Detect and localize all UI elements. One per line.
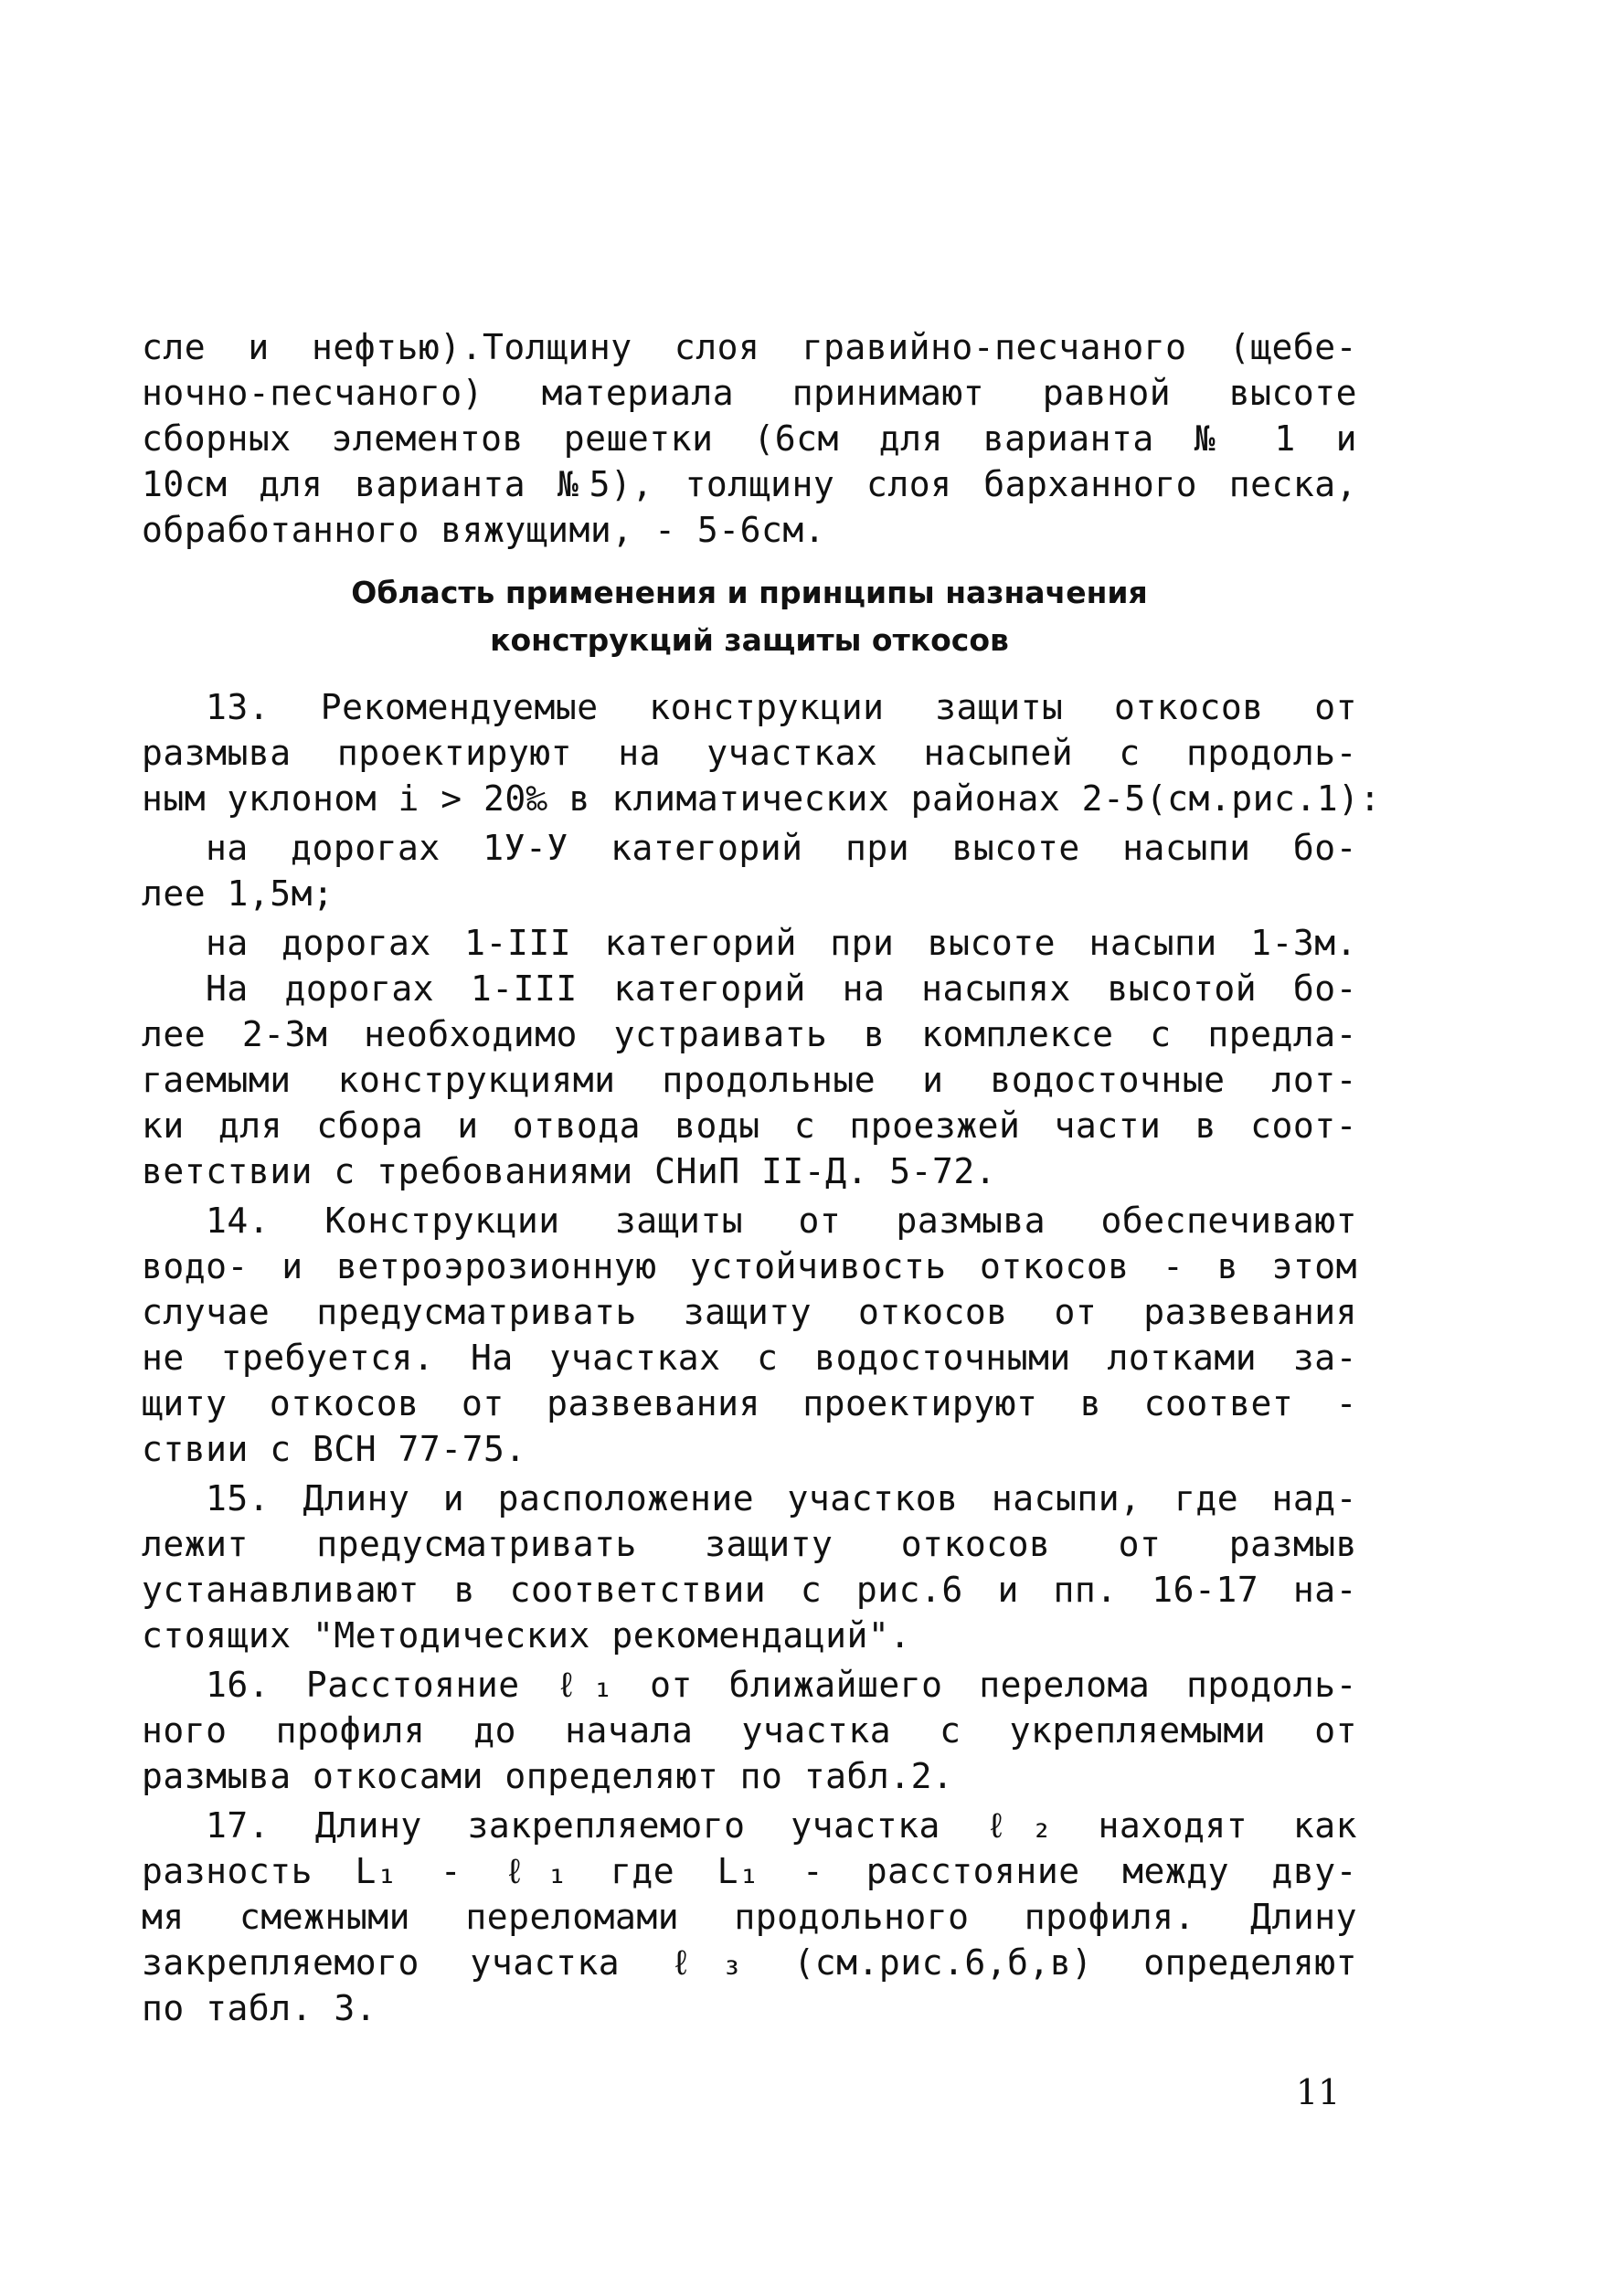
text-line: ным уклоном i > 20‰ в климатических районах 2-5(см.рис.1): bbox=[142, 778, 1381, 819]
text-line: не требуется. На участках с водосточными лотками за- bbox=[142, 1338, 1357, 1378]
section-heading bbox=[142, 569, 1357, 664]
paragraph-15 bbox=[142, 1476, 1357, 1658]
text-line: разность L₁ - ℓ₁ где L₁ - расстояние между дву- bbox=[142, 1851, 1357, 1891]
text-line: ствии с ВСН 77-75. bbox=[142, 1429, 526, 1469]
text-line: ки для сбора и отвода воды с проезжей части в соот- bbox=[142, 1106, 1357, 1146]
section-heading-line-1: Область применения и принципы назначения bbox=[351, 575, 1148, 610]
text-line: 14. Конструкции защиты от размыва обеспечивают bbox=[206, 1201, 1357, 1241]
text-line: ночно-песчаного) материала принимают равной высоте bbox=[142, 373, 1357, 413]
document-page bbox=[142, 324, 1381, 2031]
text-line: лее 2-3м необходимо устраивать в комплексе с предла- bbox=[142, 1014, 1357, 1054]
text-line: устанавливают в соответствии с рис.6 и пп. 16-17 на- bbox=[142, 1570, 1357, 1610]
text-line: лежит предусматривать защиту откосов от размыв bbox=[142, 1524, 1357, 1564]
text-line: 17. Длину закрепляемого участка ℓ₂ находят как bbox=[206, 1805, 1357, 1846]
text-line: щиту откосов от развевания проектируют в соответ - bbox=[142, 1383, 1357, 1423]
paragraph-13-note bbox=[142, 966, 1357, 1194]
section-heading-line-2: конструкций защиты откосов bbox=[490, 622, 1009, 658]
page-number: 11 bbox=[1296, 2072, 1341, 2112]
text-line: на дорогах 1-III категорий при высоте насыпи 1-3м. bbox=[206, 923, 1357, 963]
text-line: 15. Длину и расположение участков насыпи, где над- bbox=[206, 1478, 1357, 1518]
paragraph-17 bbox=[142, 1803, 1357, 2031]
text-line: на дорогах 1У-У категорий при высоте насыпи бо- bbox=[206, 828, 1357, 868]
text-line: 10см для варианта №5), толщину слоя барханного песка, bbox=[142, 464, 1357, 504]
text-line: размыва откосами определяют по табл.2. bbox=[142, 1756, 954, 1796]
paragraph-16 bbox=[142, 1662, 1357, 1799]
text-line: стоящих "Методических рекомендаций". bbox=[142, 1615, 911, 1656]
text-line: лее 1,5м; bbox=[142, 873, 334, 914]
text-line: закрепляемого участка ℓ₃ (см.рис.6,б,в) определяют bbox=[142, 1942, 1357, 1983]
text-line: сле и нефтью).Толщину слоя гравийно-песчаного (щебе- bbox=[142, 327, 1357, 367]
text-line: по табл. 3. bbox=[142, 1988, 377, 2028]
text-line: гаемыми конструкциями продольные и водосточные лот- bbox=[142, 1060, 1357, 1100]
text-line: 13. Рекомендуемые конструкции защиты откосов от bbox=[206, 687, 1357, 727]
text-line: На дорогах 1-III категорий на насыпях высотой бо- bbox=[206, 968, 1357, 1009]
text-line: 16. Расстояние ℓ₁ от ближайшего перелома продоль- bbox=[206, 1665, 1357, 1705]
paragraph-14 bbox=[142, 1198, 1357, 1472]
text-line: обработанного вяжущими, - 5-6см. bbox=[142, 510, 826, 550]
paragraph-13-item-1 bbox=[142, 825, 1357, 916]
intro-paragraph bbox=[142, 324, 1357, 553]
text-line: мя смежными переломами продольного профиля. Длину bbox=[142, 1897, 1357, 1937]
text-line: случае предусматривать защиту откосов от развевания bbox=[142, 1292, 1357, 1332]
text-line: водо- и ветроэрозионную устойчивость откосов - в этом bbox=[142, 1246, 1357, 1286]
paragraph-13 bbox=[142, 684, 1381, 821]
text-line: размыва проектируют на участках насыпей с продоль- bbox=[142, 733, 1357, 773]
text-line: ветствии с требованиями СНиП II-Д. 5-72. bbox=[142, 1151, 997, 1191]
text-line: ного профиля до начала участка с укрепляемыми от bbox=[142, 1710, 1357, 1751]
paragraph-13-item-2 bbox=[142, 920, 1357, 966]
text-line: сборных элементов решетки (6см для варианта № 1 и bbox=[142, 418, 1357, 459]
